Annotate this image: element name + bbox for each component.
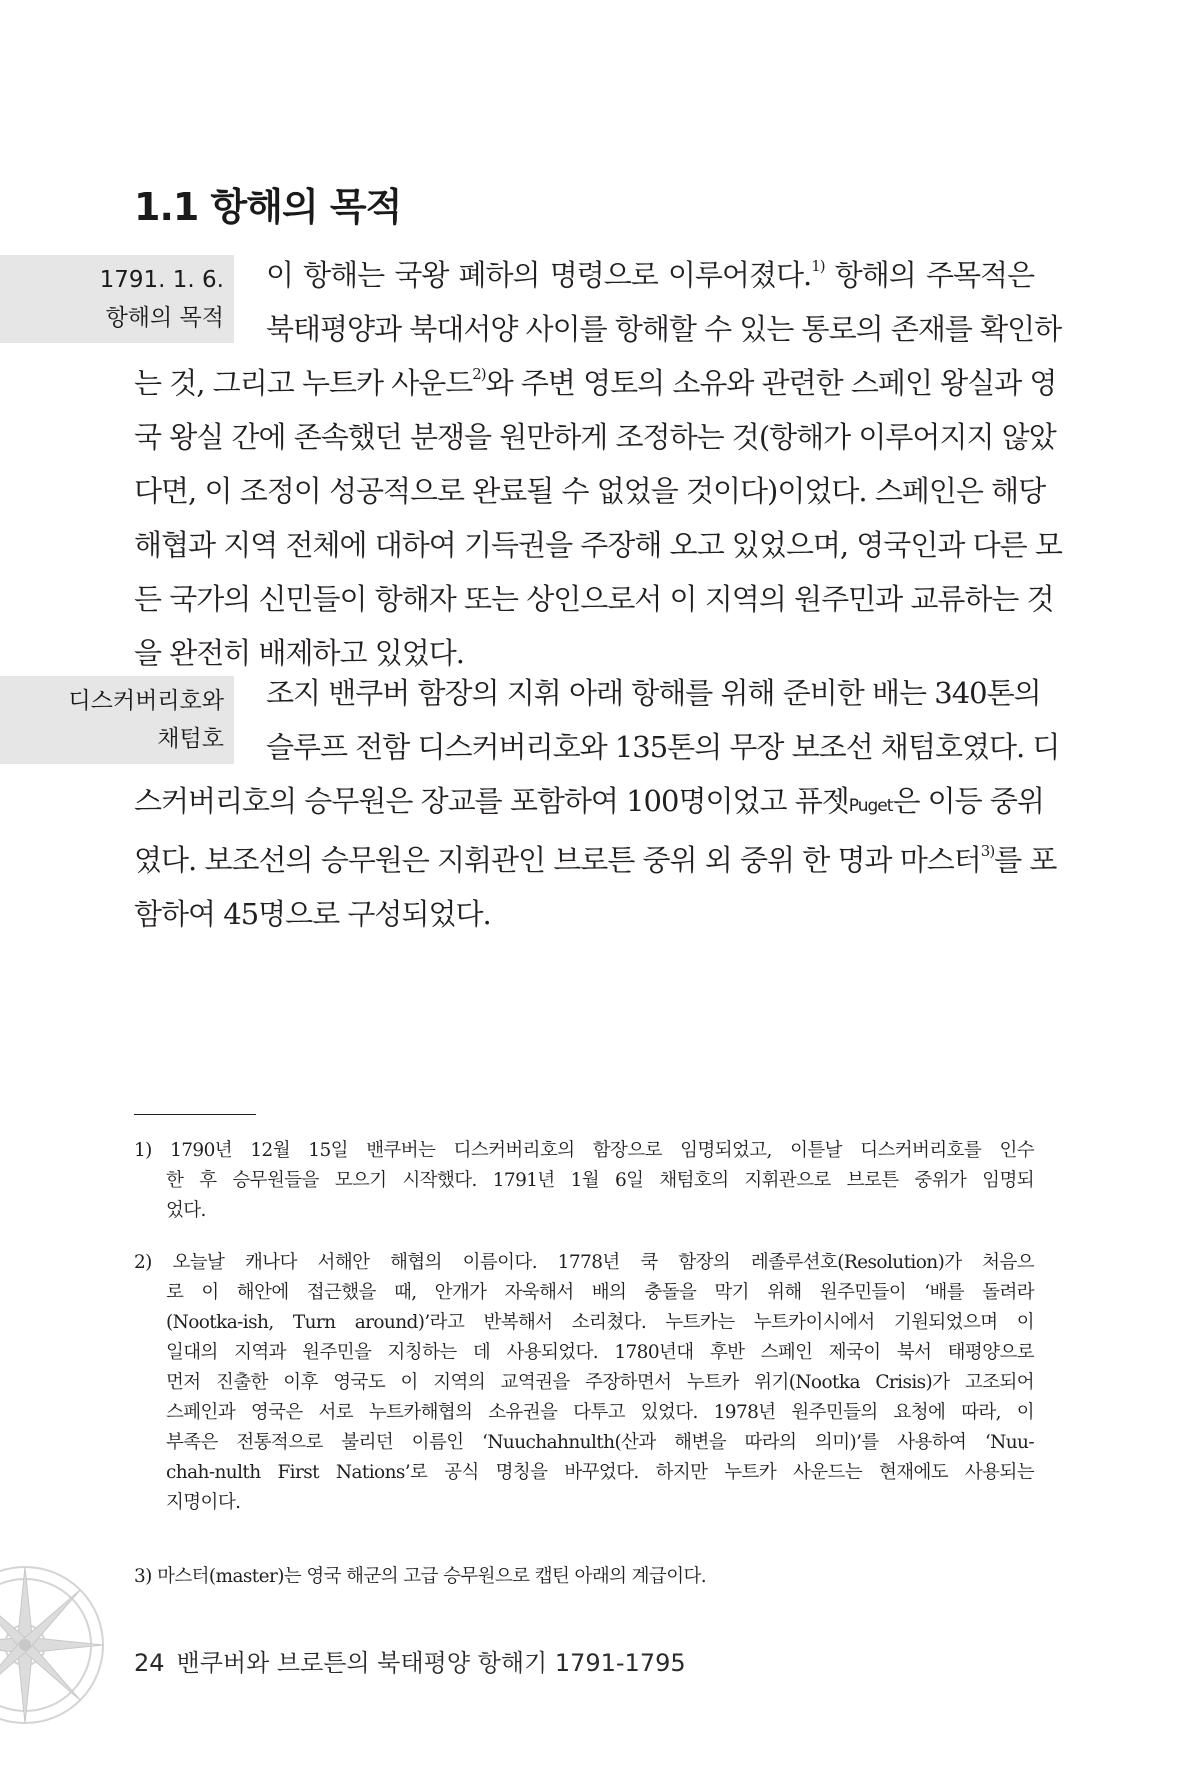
footnote-line: 일대의 지역과 원주민을 지칭하는 데 사용되었다. 1780년대 후반 스페인 제국이 북서 태평양으로 bbox=[166, 1342, 1034, 1363]
footnote-2 bbox=[134, 1248, 1034, 1518]
text-line: 이 항해는 국왕 폐하의 명령으로 이루어졌다.$^{1)}$ 항해의 주목적은 bbox=[266, 257, 1034, 292]
footnote-line: 1) 1790년 12월 15일 밴쿠버는 디스커버리호의 함장으로 임명되었고, 이튿날 디스커버리호를 인수 bbox=[134, 1140, 1034, 1161]
text-line: 조지 밴쿠버 함장의 지휘 아래 항해를 위해 준비한 배는 340톤의 bbox=[266, 676, 1041, 710]
text-line: 을 완전히 배제하고 있었다. bbox=[134, 636, 465, 670]
text-line: 북태평양과 북대서양 사이를 항해할 수 있는 통로의 존재를 확인하 bbox=[266, 312, 1062, 346]
text-line: 다면, 이 조정이 성공적으로 완료될 수 없었을 것이다)이었다. 스페인은 해당 bbox=[134, 474, 1046, 508]
paragraph-ships bbox=[134, 666, 1060, 941]
footnote-line: 먼저 진출한 이후 영국도 이 지역의 교역권을 주장하면서 누트카 위기(Nootka Crisis)가 고조되어 bbox=[166, 1372, 1034, 1393]
footnote-ref: 2) bbox=[472, 365, 486, 383]
sidenote-line: 1791. 1. 6. bbox=[99, 267, 224, 293]
english-term: Puget bbox=[848, 796, 893, 816]
footnote-line: 지명이다. bbox=[166, 1492, 241, 1513]
footnote-divider bbox=[134, 1114, 256, 1115]
text-line: 였다. 보조선의 승무원은 지휘관인 브로튼 중위 외 중위 한 명과 마스터$^{3)}$를 포 bbox=[134, 842, 1057, 877]
footnote-line: 3) 마스터(master)는 영국 해군의 고급 승무원으로 캡틴 아래의 계급이다. bbox=[134, 1566, 707, 1587]
sidenote-line: 디스커버리호와 bbox=[68, 688, 224, 714]
footnote-line: (Nootka-ish, Turn around)’라고 반복해서 소리쳤다. 누트카는 누트카이시에서 기원되었으며 이 bbox=[166, 1312, 1034, 1333]
sidenote-line: 채텀호 bbox=[157, 726, 224, 752]
footnote-line: 스페인과 영국은 서로 누트카해협의 소유권을 다투고 있었다. 1978년 원주민들의 요청에 따라, 이 bbox=[166, 1402, 1034, 1423]
footnote-ref: 3) bbox=[980, 842, 995, 860]
page-number: 24 bbox=[134, 1649, 165, 1677]
text-line: 는 것, 그리고 누트카 사운드$^{2)}$와 주변 영토의 소유와 관련한 스페인 왕실과 영 bbox=[134, 365, 1057, 400]
footnote-ref: 1) bbox=[811, 257, 825, 275]
footnote-1 bbox=[134, 1136, 1034, 1226]
footnote-line: 2) 오늘날 캐나다 서해안 해협의 이름이다. 1778년 쿡 함장의 레졸루션호(Resolution)가 처음으 bbox=[134, 1252, 1034, 1273]
footnote-line: 부족은 전통적으로 불리던 이름인 ‘Nuuchahnulth(산과 해변을 따라의 의미)’를 사용하여 ‘Nuu- bbox=[166, 1432, 1034, 1453]
section-heading: 1.1 항해의 목적 bbox=[134, 185, 402, 229]
footnote-line: 로 이 해안에 접근했을 때, 안개가 자욱해서 배의 충돌을 막기 위해 원주민들이 ‘배를 돌려라 bbox=[166, 1282, 1034, 1303]
footnote-line: 한 후 승무원들을 모으기 시작했다. 1791년 1월 6일 채텀호의 지휘관으로 브로튼 중위가 임명되 bbox=[166, 1170, 1034, 1191]
page-footer bbox=[134, 1643, 686, 1678]
text-line: 슬루프 전함 디스커버리호와 135톤의 무장 보조선 채텀호였다. 디 bbox=[266, 730, 1060, 764]
footnote-line: 었다. bbox=[166, 1200, 206, 1221]
compass-rose-icon bbox=[0, 1560, 110, 1730]
sidenote-line: 항해의 목적 bbox=[105, 305, 224, 331]
running-title: 밴쿠버와 브로튼의 북태평양 항해기 1791-1795 bbox=[176, 1649, 686, 1677]
footnote-line: chah-nulth First Nations’로 공식 명칭을 바꾸었다. 하지만 누트카 사운드는 현재에도 사용되는 bbox=[166, 1462, 1034, 1483]
footnote-3 bbox=[134, 1562, 1034, 1592]
text-line: 함하여 45명으로 구성되었다. bbox=[134, 897, 491, 931]
text-line: 해협과 지역 전체에 대하여 기득권을 주장해 오고 있었으며, 영국인과 다른 모 bbox=[134, 528, 1062, 562]
text-line: 국 왕실 간에 존속했던 분쟁을 원만하게 조정하는 것(항해가 이루어지지 않았 bbox=[134, 420, 1056, 454]
text-line: 스커버리호의 승무원은 장교를 포함하여 100명이었고 퓨젯Puget은 이등 중위 bbox=[134, 784, 1044, 818]
paragraph-purpose bbox=[134, 248, 1062, 680]
text-line: 든 국가의 신민들이 항해자 또는 상인으로서 이 지역의 원주민과 교류하는 것 bbox=[134, 582, 1054, 616]
